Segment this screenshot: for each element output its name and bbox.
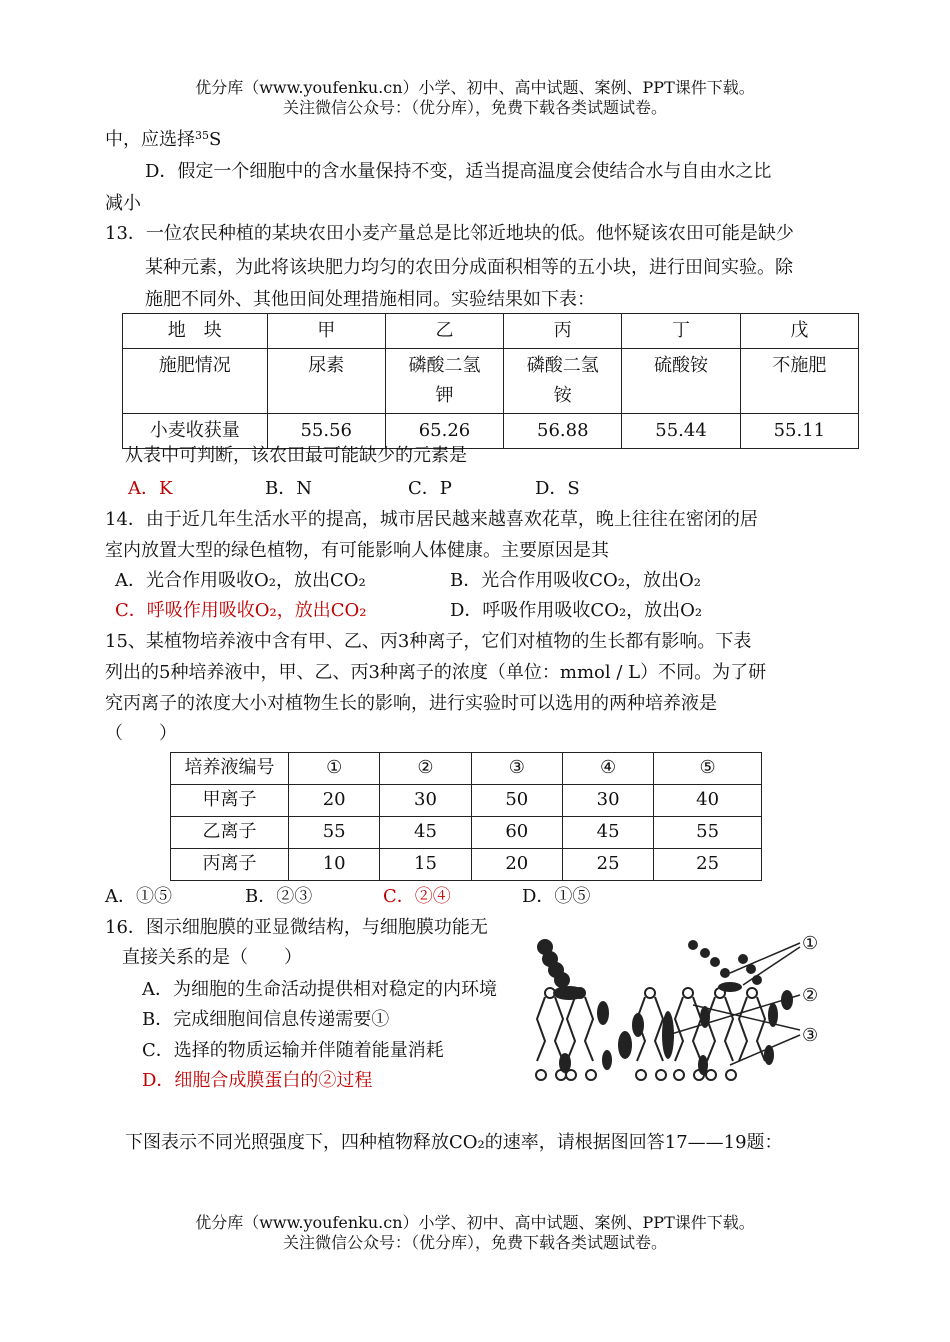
q15-cell: 45 <box>380 817 471 849</box>
q15-cell: 25 <box>654 849 762 881</box>
q13-th: 丙 <box>504 314 622 349</box>
q15-option-b: B．②③ <box>245 886 313 907</box>
q13-cell: 56.88 <box>504 414 622 449</box>
q13-cell: 65.26 <box>385 414 503 449</box>
q15-cell: 20 <box>471 849 562 881</box>
q17-19-intro: 下图表示不同光照强度下，四种植物释放CO₂的速率，请根据图回答17——19题： <box>125 1132 783 1153</box>
q15-cell: 15 <box>380 849 471 881</box>
q13-cell: 55.56 <box>267 414 385 449</box>
q15-cell: 55 <box>654 817 762 849</box>
q13-cell: 不施肥 <box>740 349 858 414</box>
q13-option-c: C．P <box>408 478 452 499</box>
q15-row-label: 甲离子 <box>171 785 289 817</box>
q15-cell: 60 <box>471 817 562 849</box>
q13-th: 甲 <box>267 314 385 349</box>
q15-option-a: A．①⑤ <box>105 886 172 907</box>
q14-stem-1: 14．由于近几年生活水平的提高，城市居民越来越喜欢花草，晚上往往在密闭的居 <box>105 509 758 530</box>
q13-option-b: B．N <box>265 478 312 499</box>
q15-option-d: D．①⑤ <box>522 886 591 907</box>
q13-stem-1: 13．一位农民种植的某块农田小麦产量总是比邻近地块的低。他怀疑该农田可能是缺少 <box>105 223 794 244</box>
q13-th: 地 块 <box>123 314 268 349</box>
q13-cell: 尿素 <box>267 349 385 414</box>
q14-option-c: C．呼吸作用吸收O₂，放出CO₂ <box>115 600 367 621</box>
q14-stem-2: 室内放置大型的绿色植物，有可能影响人体健康。主要原因是其 <box>105 540 609 561</box>
q14-option-a: A．光合作用吸收O₂，放出CO₂ <box>115 570 366 591</box>
label-2: ② <box>802 985 819 1006</box>
footer-line-1: 优分库（www.youfenku.cn）小学、初中、高中试题、案例、PPT课件下载。 <box>195 1213 755 1232</box>
q13-cell: 55.44 <box>622 414 740 449</box>
glycoprotein-chain-right <box>688 940 762 992</box>
q13-table <box>122 313 859 449</box>
q16-option-d: D．细胞合成膜蛋白的②过程 <box>142 1070 373 1091</box>
q13-th: 丁 <box>622 314 740 349</box>
q12-option-d-cont: 减小 <box>105 193 141 214</box>
q15-stem-2: 列出的5种培养液中，甲、乙、丙3种离子的浓度（单位：mmol / L）不同。为了研 <box>105 662 767 683</box>
q15-stem-4: （ ） <box>105 723 177 744</box>
q13-cell: 磷酸二氢钾 <box>385 349 503 414</box>
q15-cell: 20 <box>288 785 379 817</box>
q13-th: 乙 <box>385 314 503 349</box>
q15-stem-1: 15、某植物培养液中含有甲、乙、丙3种离子，它们对植物的生长都有影响。下表 <box>105 631 752 652</box>
membrane-diagram <box>525 925 855 1090</box>
q15-th: ① <box>288 753 379 785</box>
label-3: ③ <box>802 1025 819 1046</box>
q15-row-label: 乙离子 <box>171 817 289 849</box>
glycoprotein-chain-left <box>537 939 585 1000</box>
q16-option-c: C．选择的物质运输并伴随着能量消耗 <box>142 1040 444 1061</box>
q15-cell: 30 <box>562 785 653 817</box>
q16-stem-1: 16．图示细胞膜的亚显微结构，与细胞膜功能无 <box>105 917 488 938</box>
q15-cell: 25 <box>562 849 653 881</box>
footer-line-2: 关注微信公众号：（优分库），免费下载各类试题试卷。 <box>282 1233 667 1252</box>
header-line-1: 优分库（www.youfenku.cn）小学、初中、高中试题、案例、PPT课件下载。 <box>195 78 755 97</box>
q13-question: 从表中可判断，该农田最可能缺少的元素是 <box>125 445 467 466</box>
q13-th: 戊 <box>740 314 858 349</box>
q15-cell: 45 <box>562 817 653 849</box>
q14-option-b: B．光合作用吸收CO₂，放出O₂ <box>450 570 701 591</box>
q13-cell: 55.11 <box>740 414 858 449</box>
q15-th: ⑤ <box>654 753 762 785</box>
q13-row-label: 小麦收获量 <box>123 414 268 449</box>
q15-option-c: C．②④ <box>383 886 451 907</box>
q13-stem-2: 某种元素，为此将该块肥力均匀的农田分成面积相等的五小块，进行田间实验。除 <box>145 257 793 278</box>
q15-th: ② <box>380 753 471 785</box>
label-1: ① <box>802 933 819 954</box>
q15-cell: 40 <box>654 785 762 817</box>
q14-option-d: D．呼吸作用吸收CO₂，放出O₂ <box>450 600 703 621</box>
q15-stem-3: 究丙离子的浓度大小对植物生长的影响，进行实验时可以选用的两种培养液是 <box>105 693 717 714</box>
q16-option-a: A．为细胞的生命活动提供相对稳定的内环境 <box>142 979 497 1000</box>
header-line-2: 关注微信公众号：（优分库），免费下载各类试题试卷。 <box>282 98 667 117</box>
q15-cell: 10 <box>288 849 379 881</box>
q13-stem-3: 施肥不同外、其他田间处理措施相同。实验结果如下表： <box>145 289 595 310</box>
leader-lines <box>668 943 800 1065</box>
q12-tail: 中，应选择$^{35}$S <box>105 129 222 150</box>
q15-cell: 50 <box>471 785 562 817</box>
q15-cell: 55 <box>288 817 379 849</box>
q15-th: ③ <box>471 753 562 785</box>
q15-cell: 30 <box>380 785 471 817</box>
q13-cell: 磷酸二氢铵 <box>504 349 622 414</box>
q13-option-d: D．S <box>535 478 580 499</box>
q15-th: ④ <box>562 753 653 785</box>
q16-stem-2: 直接关系的是（ ） <box>122 947 302 968</box>
q15-th: 培养液编号 <box>171 753 289 785</box>
q16-option-b: B．完成细胞间信息传递需要① <box>142 1009 390 1030</box>
q13-row-label: 施肥情况 <box>123 349 268 414</box>
q12-option-d: D．假定一个细胞中的含水量保持不变，适当提高温度会使结合水与自由水之比 <box>145 161 772 182</box>
q13-option-a: A．K <box>128 478 173 499</box>
q15-row-label: 丙离子 <box>171 849 289 881</box>
q15-table <box>170 752 762 881</box>
q13-cell: 硫酸铵 <box>622 349 740 414</box>
